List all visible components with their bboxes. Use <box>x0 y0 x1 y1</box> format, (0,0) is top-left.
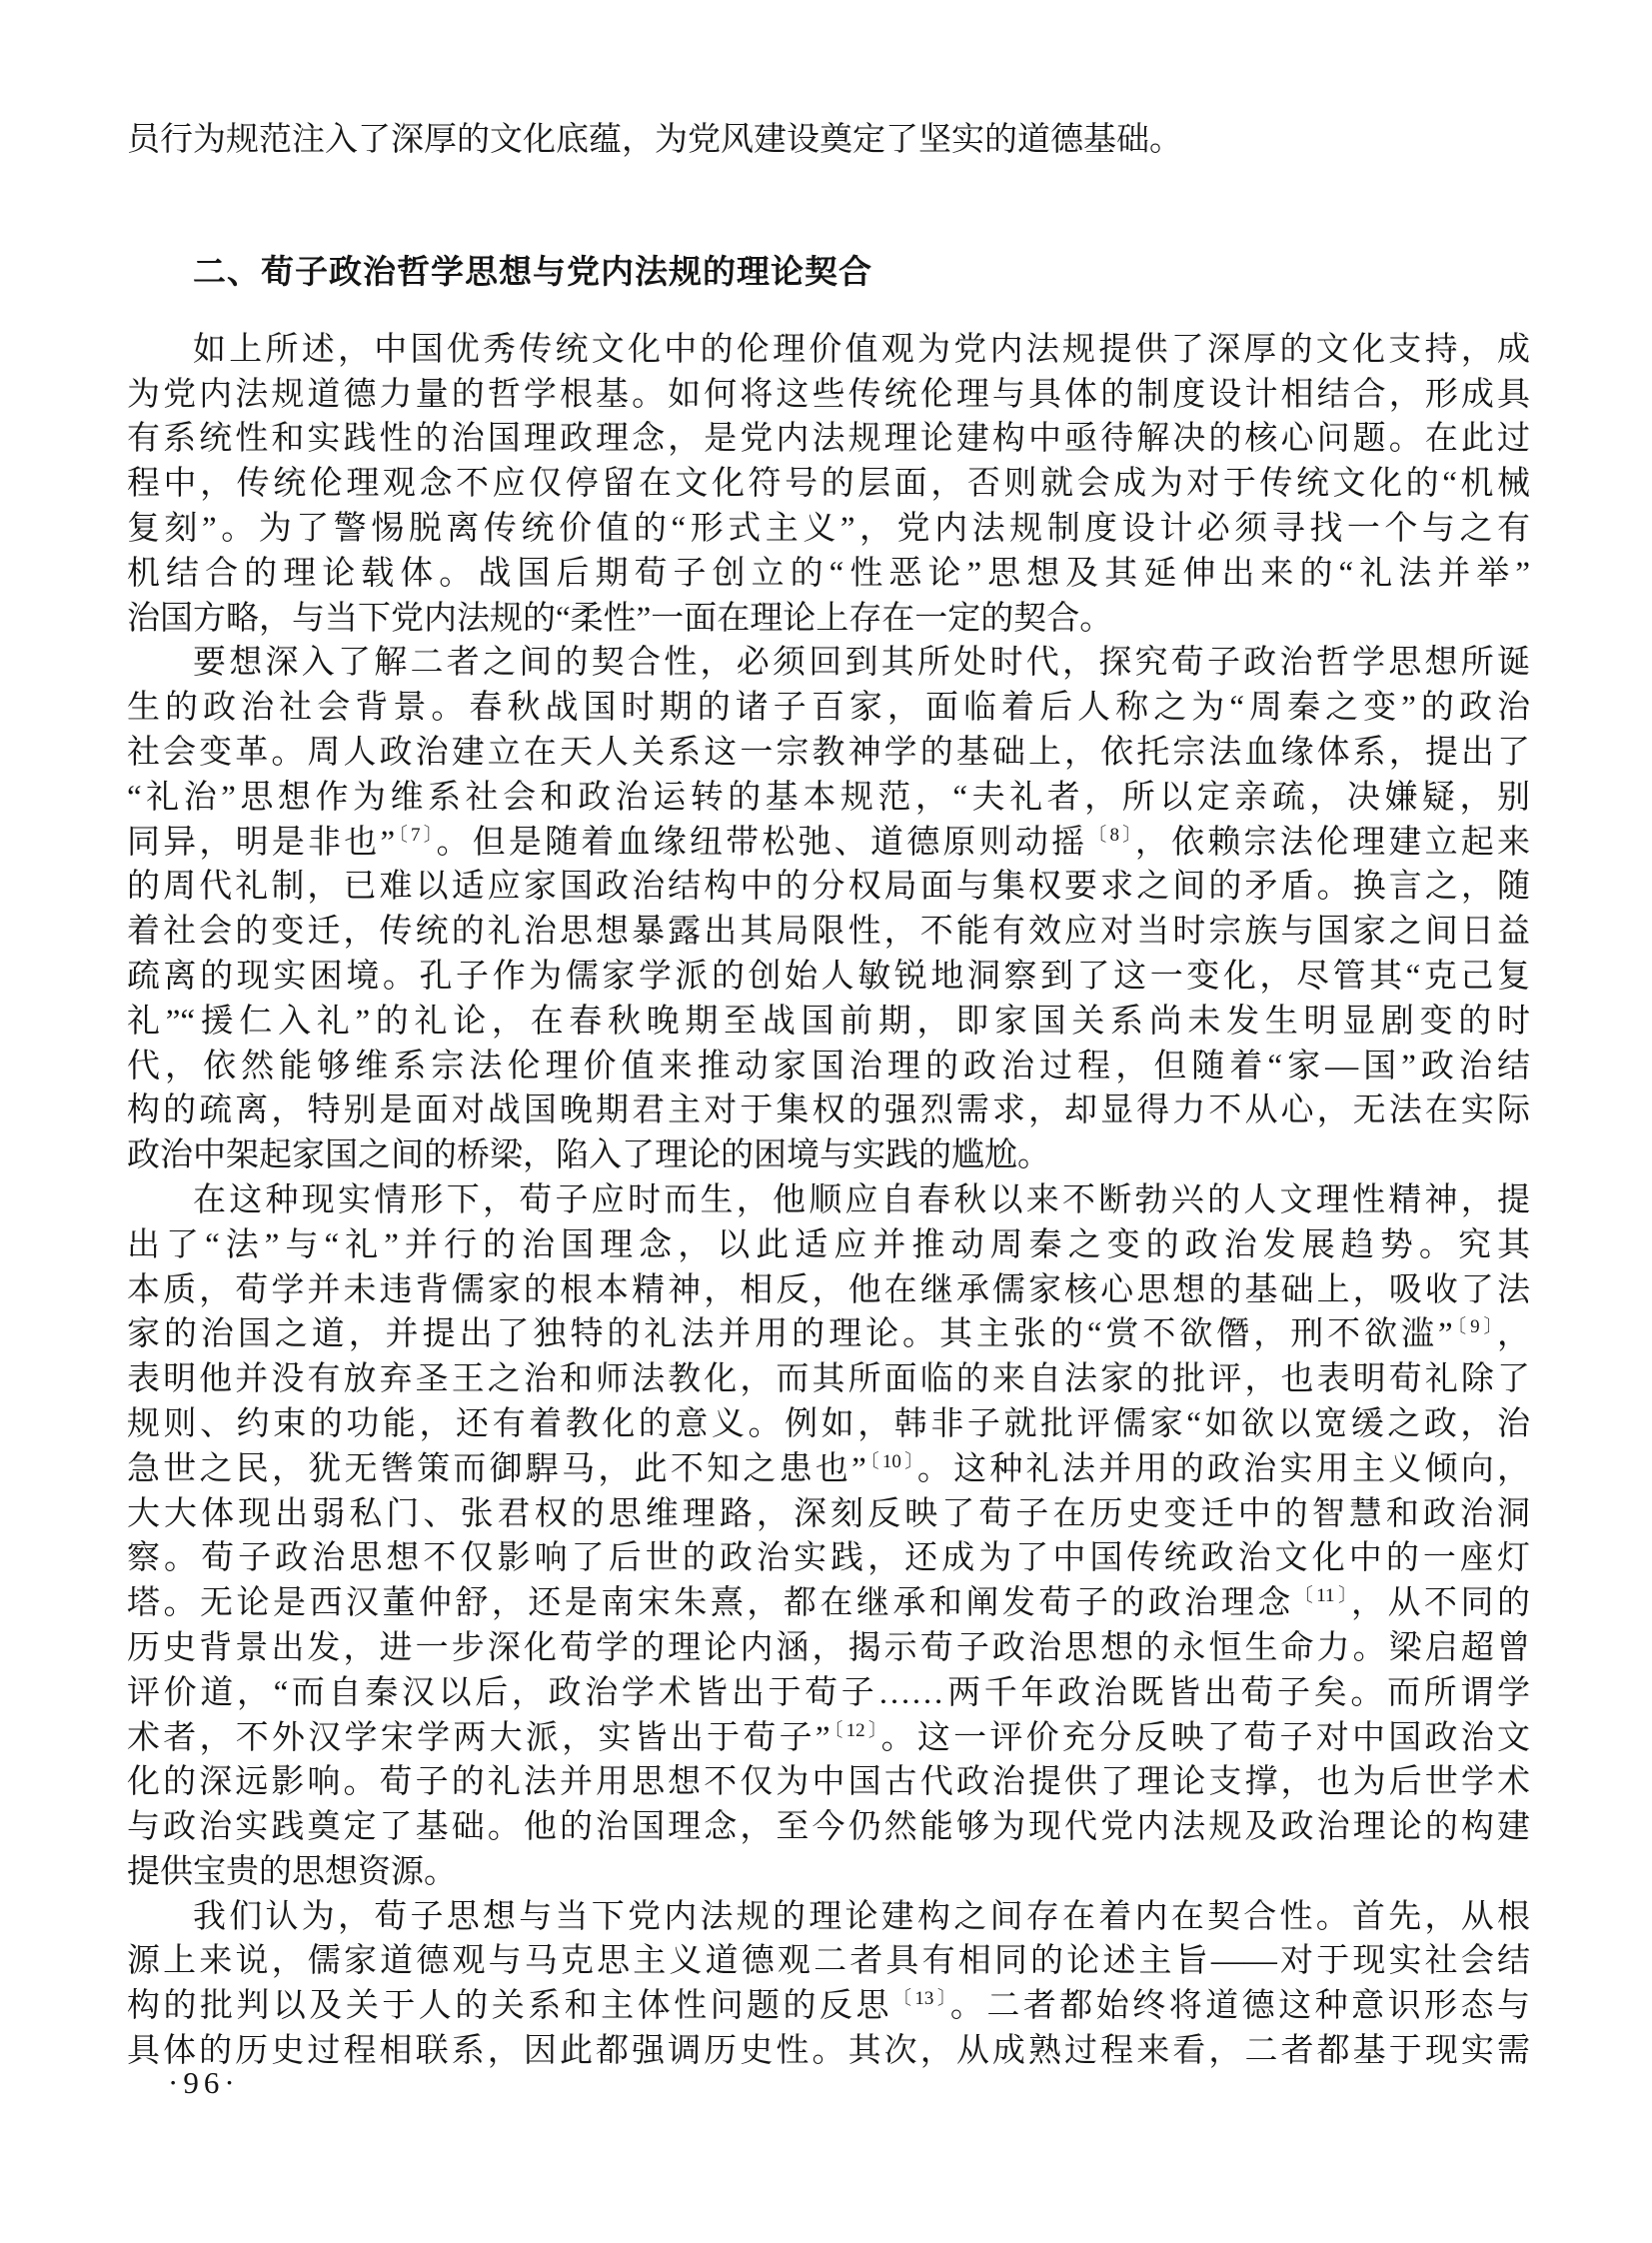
text-line: 治国方略，与当下党内法规的“柔性”一面在理论上存在一定的契合。 <box>127 600 1113 637</box>
text-line: 在这种现实情形下，荀子应时而生，他顺应自春秋以来不断勃兴的人文理性精神，提 <box>193 1181 1530 1218</box>
text-line: 急世之民，犹无辔策而御駻马，此不知之患也”$^{〔10〕}$。这种礼法并用的政治实用主义倾向， <box>127 1450 1530 1487</box>
text-line: 我们认为，荀子思想与当下党内法规的理论建构之间存在着内在契合性。首先，从根 <box>193 1898 1530 1935</box>
text-line: 出了“法”与“礼”并行的治国理念，以此适应并推动周秦之变的政治发展趋势。究其 <box>127 1226 1530 1263</box>
footnote-ref: 〔12〕 <box>829 1719 881 1741</box>
continuation-line: 员行为规范注入了深厚的文化底蕴，为党风建设奠定了坚实的道德基础。 <box>127 122 1182 158</box>
text-line: 代，依然能够维系宗法伦理价值来推动家国治理的政治过程，但随着“家—国”政治结 <box>127 1048 1530 1085</box>
text-line: 同异，明是非也”$^{〔7〕}$。但是随着血缘纽带松弛、道德原则动摇$^{〔8〕}$，依赖宗法伦理建立起来 <box>127 824 1530 861</box>
text-line: 有系统性和实践性的治国理政理念，是党内法规理论建构中亟待解决的核心问题。在此过 <box>127 421 1530 458</box>
text-line: 政治中架起家国之间的桥梁，陷入了理论的困境与实践的尴尬。 <box>127 1137 1050 1174</box>
text-line: 察。荀子政治思想不仅影响了后世的政治实践，还成为了中国传统政治文化中的一座灯 <box>127 1540 1530 1577</box>
text-line: 大大体现出弱私门、张君权的思维理路，深刻反映了荀子在历史变迁中的智慧和政治洞 <box>127 1495 1530 1532</box>
text-line: 本质，荀学并未违背儒家的根本精神，相反，他在继承儒家核心思想的基础上，吸收了法 <box>127 1271 1530 1308</box>
text-line: 规则、约束的功能，还有着教化的意义。例如，韩非子就批评儒家“如欲以宽缓之政，治 <box>127 1405 1530 1442</box>
text-line: 构的批判以及关于人的关系和主体性问题的反思$^{〔13〕}$。二者都始终将道德这种意识形态与 <box>127 1988 1531 2025</box>
text-line: 如上所述，中国优秀传统文化中的伦理价值观为党内法规提供了深厚的文化支持，成 <box>193 331 1530 368</box>
text-line: 构的疏离，特别是面对战国晚期君主对于集权的强烈需求，却显得力不从心，无法在实际 <box>127 1093 1530 1129</box>
text-line: 评价道，“而自秦汉以后，政治学术皆出于荀子……两千年政治既皆出荀子矣。而所谓学 <box>127 1674 1530 1711</box>
footnote-ref: 〔9〕 <box>1452 1316 1497 1338</box>
text-line: 具体的历史过程相联系，因此都强调历史性。其次，从成熟过程来看，二者都基于现实需 <box>127 2033 1530 2070</box>
section-heading: 二、荀子政治哲学思想与党内法规的理论契合 <box>193 252 872 290</box>
paragraphs <box>127 328 1530 2074</box>
footnote-ref: 〔8〕 <box>1087 824 1135 846</box>
text-line: 化的深远影响。荀子的礼法并用思想不仅为中国古代政治提供了理论支撑，也为后世学术 <box>127 1764 1530 1801</box>
text-line: 礼”“援仁入礼”的礼论，在春秋晚期至战国前期，即家国关系尚未发生明显剧变的时 <box>127 1003 1530 1040</box>
footnote-ref: 〔10〕 <box>865 1450 917 1472</box>
text-line: “礼治”思想作为维系社会和政治运转的基本规范，“夫礼者，所以定亲疏，决嫌疑，别 <box>127 779 1530 816</box>
text-line: 提供宝贵的思想资源。 <box>127 1853 457 1890</box>
text-line: 社会变革。周人政治建立在天人关系这一宗教神学的基础上，依托宗法血缘体系，提出了 <box>127 734 1530 771</box>
text-line: 塔。无论是西汉董仲舒，还是南宋朱熹，都在继承和阐发荀子的政治理念$^{〔11〕}$，从不同的 <box>127 1585 1531 1622</box>
text-line: 为党内法规道德力量的哲学根基。如何将这些传统伦理与具体的制度设计相结合，形成具 <box>127 376 1530 413</box>
text-line: 源上来说，儒家道德观与马克思主义道德观二者具有相同的论述主旨——对于现实社会结 <box>127 1943 1530 1980</box>
text-line: 家的治国之道，并提出了独特的礼法并用的理论。其主张的“赏不欲僭，刑不欲滥”$^{〔9〕}$， <box>127 1316 1530 1353</box>
footnote-ref: 〔13〕 <box>891 1988 950 2010</box>
text-line: 与政治实践奠定了基础。他的治国理念，至今仍然能够为现代党内法规及政治理论的构建 <box>127 1809 1530 1846</box>
text-line: 程中，传统伦理观念不应仅停留在文化符号的层面，否则就会成为对于传统文化的“机械 <box>127 466 1530 503</box>
text-line: 着社会的变迁，传统的礼治思想暴露出其局限性，不能有效应对当时宗族与国家之间日益 <box>127 914 1530 951</box>
footnote-ref: 〔11〕 <box>1293 1585 1352 1607</box>
page-number: ·96· <box>168 2065 240 2100</box>
text-line: 要想深入了解二者之间的契合性，必须回到其所处时代，探究荀子政治哲学思想所诞 <box>193 645 1530 682</box>
text-line: 的周代礼制，已难以适应家国政治结构中的分权局面与集权要求之间的矛盾。换言之，随 <box>127 869 1530 906</box>
text-line: 历史背景出发，进一步深化荀学的理论内涵，揭示荀子政治思想的永恒生命力。梁启超曾 <box>127 1629 1530 1666</box>
text-line: 生的政治社会背景。春秋战国时期的诸子百家，面临着后人称之为“周秦之变”的政治 <box>127 690 1530 727</box>
text-line: 表明他并没有放弃圣王之治和师法教化，而其所面临的来自法家的批评，也表明荀礼除了 <box>127 1361 1530 1398</box>
text-line: 疏离的现实困境。孔子作为儒家学派的创始人敏锐地洞察到了这一变化，尽管其“克己复 <box>127 958 1530 995</box>
page-body <box>127 118 1530 2074</box>
text-line: 复刻”。为了警惕脱离传统价值的“形式主义”，党内法规制度设计必须寻找一个与之有 <box>127 510 1530 547</box>
text-line: 机结合的理论载体。战国后期荀子创立的“性恶论”思想及其延伸出来的“礼法并举” <box>127 555 1530 592</box>
footnote-ref: 〔7〕 <box>395 824 437 846</box>
text-line: 术者，不外汉学宋学两大派，实皆出于荀子”$^{〔12〕}$。这一评价充分反映了荀子对中国政治文 <box>127 1719 1530 1756</box>
